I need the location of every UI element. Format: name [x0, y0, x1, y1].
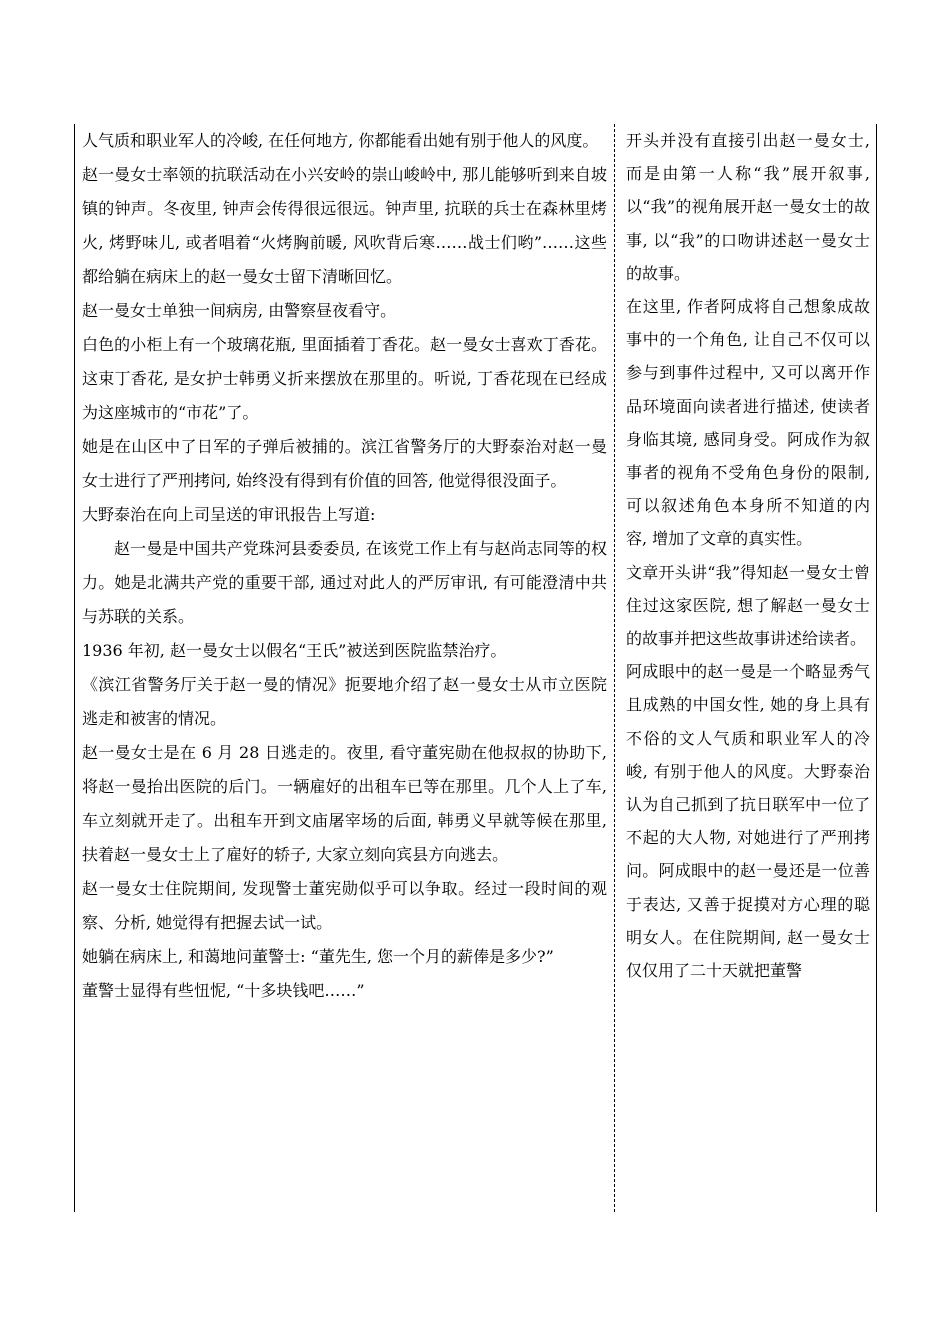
main-paragraph: 大野泰治在向上司呈送的审讯报告上写道: — [82, 505, 376, 524]
left-border-line — [74, 124, 75, 1212]
main-paragraph: 她躺在病床上, 和蔼地问董警士: “董先生, 您一个月的薪俸是多少?” — [82, 947, 554, 966]
annotation-paragraph: 文章开头讲“我”得知赵一曼女士曾住过这家医院, 想了解赵一曼女士的故事并把这些故事讲述给读者。 — [626, 562, 870, 649]
right-border-line — [876, 124, 877, 1212]
main-paragraph: 赵一曼女士率领的抗联活动在小兴安岭的崇山峻岭中, 那儿能够听到来自坡镇的钟声。冬夜里, 钟声会传得很远很远。钟声里, 抗联的兵士在森林里烤火, 烤野味儿, 或者唱着“火烤胸前暖, 风吹背后寒……战士们哟”……这些都给躺在病床上的赵一曼女士留下清晰回忆。 — [82, 165, 607, 286]
annotation-column — [626, 124, 870, 987]
main-paragraph: 她是在山区中了日军的子弹后被捕的。滨江省警务厅的大野泰治对赵一曼女士进行了严刑拷问, 始终没有得到有价值的回答, 他觉得很没面子。 — [82, 437, 607, 490]
main-paragraph: 董警士显得有些忸怩, “十多块钱吧……” — [82, 981, 365, 1000]
annotation-paragraph: 阿成眼中的赵一曼是一个略显秀气且成熟的中国女性, 她的身上具有不俗的文人气质和职业军人的冷峻, 有别于他人的风度。大野泰治认为自己抓到了抗日联军中一位了不起的大人物, 对她进行了严刑拷问。阿成眼中的赵一曼还是一位善于表达, 又善于捉摸对方心理的聪明女人。在住院期间, 赵一曼女士仅仅用了二十天就把董警 — [626, 662, 870, 981]
main-text-column — [82, 124, 607, 1008]
column-divider-dashed — [614, 124, 615, 1212]
main-paragraph: 白色的小柜上有一个玻璃花瓶, 里面插着丁香花。赵一曼女士喜欢丁香花。这束丁香花, 是女护士韩勇义折来摆放在那里的。听说, 丁香花现在已经成为这座城市的“市花”了。 — [82, 335, 607, 422]
page-frame — [74, 124, 878, 1212]
annotation-paragraph: 在这里, 作者阿成将自己想象成故事中的一个角色, 让自己不仅可以参与到事件过程中, 又可以离开作品环境面向读者进行描述, 使读者身临其境, 感同身受。阿成作为叙事者的视角不受角色身份的限制, 可以叙述角色本身所不知道的内容, 增加了文章的真实性。 — [626, 297, 870, 549]
main-paragraph: 赵一曼女士是在 6 月 28 日逃走的。夜里, 看守董宪勋在他叔叔的协助下, 将赵一曼抬出医院的后门。一辆雇好的出租车已等在那里。几个人上了车, 车立刻就开走了。出租车开到文庙屠宰场的后面, 韩勇义早就等候在那里, 扶着赵一曼女士上了雇好的轿子, 大家立刻向宾县方向逃去。 — [82, 743, 607, 864]
main-paragraph: 赵一曼女士住院期间, 发现警士董宪勋似乎可以争取。经过一段时间的观察、分析, 她觉得有把握去试一试。 — [82, 879, 607, 932]
annotation-paragraph: 开头并没有直接引出赵一曼女士, 而是由第一人称“我”展开叙事, 以“我”的视角展开赵一曼女士的故事, 以“我”的口吻讲述赵一曼女士的故事。 — [626, 131, 870, 283]
main-paragraph: 《滨江省警务厅关于赵一曼的情况》扼要地介绍了赵一曼女士从市立医院逃走和被害的情况。 — [82, 675, 607, 728]
quoted-report: 赵一曼是中国共产党珠河县委委员, 在该党工作上有与赵尚志同等的权力。她是北满共产党的重要干部, 通过对此人的严厉审讯, 有可能澄清中共与苏联的关系。 — [82, 539, 607, 626]
main-paragraph: 赵一曼女士单独一间病房, 由警察昼夜看守。 — [82, 301, 397, 320]
main-paragraph: 1936 年初, 赵一曼女士以假名“王氏”被送到医院监禁治疗。 — [82, 641, 507, 660]
main-paragraph: 人气质和职业军人的冷峻, 在任何地方, 你都能看出她有别于他人的风度。 — [82, 131, 599, 150]
